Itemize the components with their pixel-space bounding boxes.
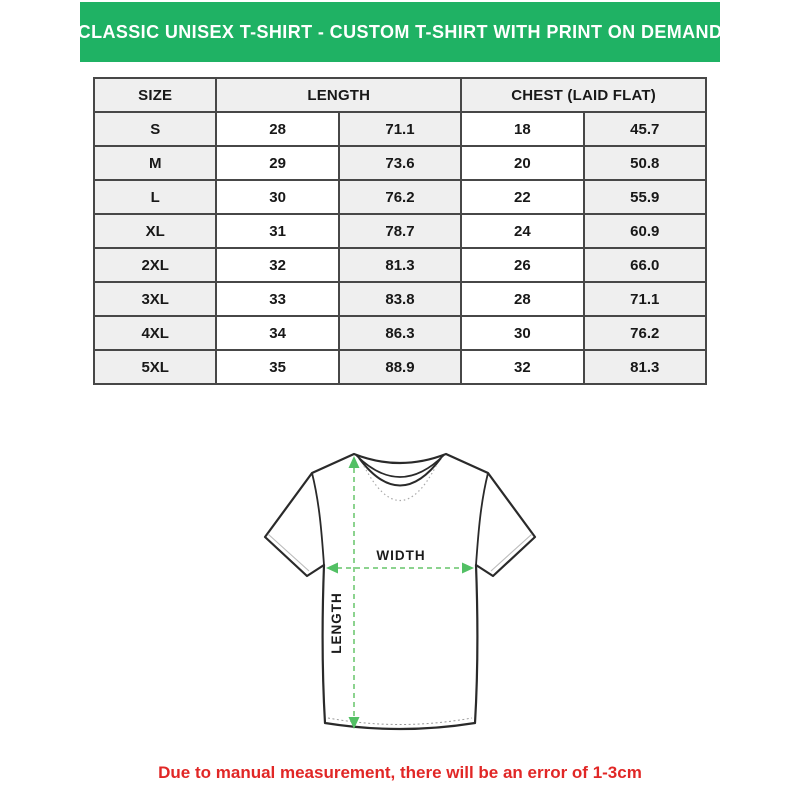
chest-cm-cell: 60.9 bbox=[584, 214, 706, 248]
chest-in-cell: 26 bbox=[461, 248, 583, 282]
table-row bbox=[94, 146, 706, 180]
table-row bbox=[94, 248, 706, 282]
size-cell: XL bbox=[94, 214, 216, 248]
table-row bbox=[94, 316, 706, 350]
chest-cm-cell: 45.7 bbox=[584, 112, 706, 146]
chest-cm-cell: 50.8 bbox=[584, 146, 706, 180]
chest-cm-cell: 76.2 bbox=[584, 316, 706, 350]
length-cm-cell: 88.9 bbox=[339, 350, 461, 384]
tshirt-outline bbox=[265, 454, 535, 729]
size-cell: M bbox=[94, 146, 216, 180]
length-cm-cell: 81.3 bbox=[339, 248, 461, 282]
length-in-cell: 35 bbox=[216, 350, 338, 384]
size-cell: 3XL bbox=[94, 282, 216, 316]
length-cm-cell: 78.7 bbox=[339, 214, 461, 248]
length-in-cell: 30 bbox=[216, 180, 338, 214]
chest-in-cell: 24 bbox=[461, 214, 583, 248]
width-label: WIDTH bbox=[376, 548, 426, 563]
size-cell: L bbox=[94, 180, 216, 214]
chest-in-cell: 18 bbox=[461, 112, 583, 146]
chest-in-cell: 20 bbox=[461, 146, 583, 180]
chest-cm-cell: 71.1 bbox=[584, 282, 706, 316]
length-in-cell: 32 bbox=[216, 248, 338, 282]
column-header-length: LENGTH bbox=[216, 78, 461, 112]
table-row bbox=[94, 112, 706, 146]
length-cm-cell: 71.1 bbox=[339, 112, 461, 146]
chest-in-cell: 22 bbox=[461, 180, 583, 214]
chest-cm-cell: 66.0 bbox=[584, 248, 706, 282]
banner bbox=[77, 2, 723, 62]
length-in-cell: 29 bbox=[216, 146, 338, 180]
length-in-cell: 33 bbox=[216, 282, 338, 316]
table-row bbox=[94, 350, 706, 384]
size-cell: 4XL bbox=[94, 316, 216, 350]
column-header-size: SIZE bbox=[94, 78, 216, 112]
table-row bbox=[94, 214, 706, 248]
table-header-row bbox=[94, 78, 706, 112]
banner-title: CLASSIC UNISEX T-SHIRT - CUSTOM T-SHIRT WITH PRINT ON DEMAND bbox=[77, 21, 723, 42]
length-cm-cell: 83.8 bbox=[339, 282, 461, 316]
table-row bbox=[94, 282, 706, 316]
chest-in-cell: 28 bbox=[461, 282, 583, 316]
size-cell: 2XL bbox=[94, 248, 216, 282]
size-cell: S bbox=[94, 112, 216, 146]
length-label: LENGTH bbox=[329, 592, 344, 654]
length-in-cell: 28 bbox=[216, 112, 338, 146]
column-header-chest: CHEST (LAID FLAT) bbox=[461, 78, 706, 112]
measurement-error-note: Due to manual measurement, there will be an error of 1-3cm bbox=[158, 763, 642, 782]
length-cm-cell: 76.2 bbox=[339, 180, 461, 214]
chest-in-cell: 32 bbox=[461, 350, 583, 384]
length-in-cell: 31 bbox=[216, 214, 338, 248]
length-cm-cell: 86.3 bbox=[339, 316, 461, 350]
table-row bbox=[94, 180, 706, 214]
chest-cm-cell: 81.3 bbox=[584, 350, 706, 384]
chest-in-cell: 30 bbox=[461, 316, 583, 350]
tshirt-measurement-diagram bbox=[250, 440, 550, 740]
length-in-cell: 34 bbox=[216, 316, 338, 350]
size-table bbox=[93, 77, 707, 385]
length-cm-cell: 73.6 bbox=[339, 146, 461, 180]
chest-cm-cell: 55.9 bbox=[584, 180, 706, 214]
size-cell: 5XL bbox=[94, 350, 216, 384]
